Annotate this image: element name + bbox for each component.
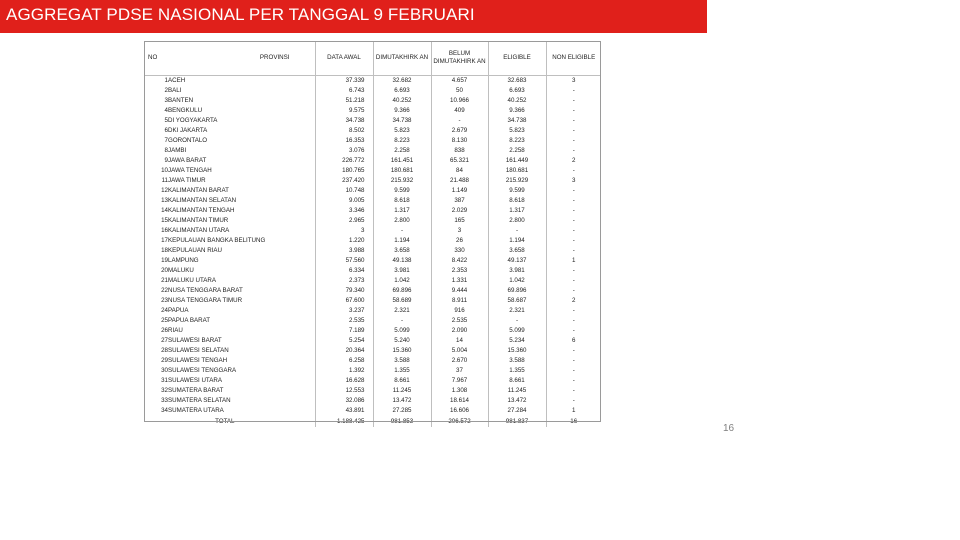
cell-belum-dimutakhirkan: 165: [431, 216, 488, 226]
cell-non-eligible: -: [546, 286, 601, 296]
cell-provinsi: JAWA TENGAH: [168, 167, 212, 174]
cell-data-awal: 6.258: [315, 356, 373, 366]
cell-eligible: 15.360: [488, 346, 546, 356]
cell-non-eligible: -: [546, 396, 601, 406]
cell-non-eligible: -: [546, 96, 601, 106]
cell-data-awal: 10.748: [315, 186, 373, 196]
header-eligible: ELIGIBLE: [488, 41, 546, 76]
cell-non-eligible: -: [546, 116, 601, 126]
cell-belum-dimutakhirkan: 838: [431, 146, 488, 156]
cell-data-awal: 1.220: [315, 236, 373, 246]
cell-belum-dimutakhirkan: 1.331: [431, 276, 488, 286]
cell-provinsi: GORONTALO: [168, 137, 208, 144]
cell-belum-dimutakhirkan: 2.029: [431, 206, 488, 216]
cell-eligible: 215.929: [488, 176, 546, 186]
cell-belum-dimutakhirkan: 18.614: [431, 396, 488, 406]
cell-non-eligible: -: [546, 206, 601, 216]
total-belum-dimutakhirkan: 206.572: [431, 416, 488, 427]
cell-non-eligible: -: [546, 226, 601, 236]
cell-provinsi: LAMPUNG: [168, 257, 199, 264]
cell-data-awal: 12.553: [315, 386, 373, 396]
cell-non-eligible: -: [546, 196, 601, 206]
cell-data-awal: 57.560: [315, 256, 373, 266]
cell-dimutakhirkan: 161.451: [373, 156, 431, 166]
cell-non-eligible: -: [546, 236, 601, 246]
cell-dimutakhirkan: 32.682: [373, 76, 431, 87]
table-row: [144, 96, 601, 106]
cell-non-eligible: -: [546, 306, 601, 316]
cell-non-eligible: -: [546, 106, 601, 116]
cell-no: 14: [161, 207, 168, 214]
table-header-row: [144, 41, 601, 76]
table-row: [144, 246, 601, 256]
cell-belum-dimutakhirkan: 387: [431, 196, 488, 206]
cell-non-eligible: -: [546, 86, 601, 96]
cell-data-awal: 9.005: [315, 196, 373, 206]
cell-no: 33: [161, 397, 168, 404]
cell-belum-dimutakhirkan: 9.444: [431, 286, 488, 296]
cell-no: 9: [164, 157, 168, 164]
cell-data-awal: 37.339: [315, 76, 373, 87]
cell-data-awal: 79.340: [315, 286, 373, 296]
cell-no: 17: [161, 237, 168, 244]
cell-non-eligible: -: [546, 376, 601, 386]
cell-no: 2: [164, 87, 168, 94]
table-row: [144, 156, 601, 166]
cell-dimutakhirkan: 5.099: [373, 326, 431, 336]
cell-dimutakhirkan: 8.223: [373, 136, 431, 146]
cell-belum-dimutakhirkan: 2.670: [431, 356, 488, 366]
header-provinsi: PROVINSI: [259, 54, 290, 61]
cell-provinsi: KALIMANTAN TIMUR: [168, 217, 229, 224]
cell-provinsi: BENGKULU: [168, 107, 203, 114]
cell-eligible: 34.738: [488, 116, 546, 126]
cell-belum-dimutakhirkan: 2.679: [431, 126, 488, 136]
cell-non-eligible: -: [546, 126, 601, 136]
cell-no: 30: [161, 367, 168, 374]
cell-provinsi: PAPUA: [168, 307, 189, 314]
cell-belum-dimutakhirkan: 8.130: [431, 136, 488, 146]
cell-provinsi: KEPULAUAN BANGKA BELITUNG: [168, 237, 266, 244]
cell-dimutakhirkan: 5.240: [373, 336, 431, 346]
cell-eligible: 8.661: [488, 376, 546, 386]
cell-eligible: 5.099: [488, 326, 546, 336]
cell-dimutakhirkan: 1.355: [373, 366, 431, 376]
cell-data-awal: 2.535: [315, 316, 373, 326]
cell-dimutakhirkan: 1.194: [373, 236, 431, 246]
cell-provinsi: SULAWESI TENGAH: [168, 357, 228, 364]
cell-data-awal: 67.600: [315, 296, 373, 306]
cell-data-awal: 2.965: [315, 216, 373, 226]
title-bar: [0, 0, 707, 33]
cell-eligible: 32.683: [488, 76, 546, 87]
cell-eligible: 2.258: [488, 146, 546, 156]
cell-provinsi: SUMATERA BARAT: [168, 387, 224, 394]
cell-non-eligible: 2: [546, 156, 601, 166]
cell-no: 7: [164, 137, 168, 144]
cell-belum-dimutakhirkan: 8.911: [431, 296, 488, 306]
cell-dimutakhirkan: 215.932: [373, 176, 431, 186]
cell-no: 13: [161, 197, 168, 204]
cell-data-awal: 180.765: [315, 166, 373, 176]
cell-dimutakhirkan: 6.693: [373, 86, 431, 96]
cell-provinsi: BALI: [168, 87, 182, 94]
total-data-awal: 1.188.425: [315, 416, 373, 427]
cell-dimutakhirkan: 180.681: [373, 166, 431, 176]
cell-data-awal: 32.086: [315, 396, 373, 406]
cell-no: 21: [161, 277, 168, 284]
table-row: [144, 226, 601, 236]
table-row: [144, 316, 601, 326]
cell-non-eligible: -: [546, 386, 601, 396]
cell-dimutakhirkan: 27.285: [373, 406, 431, 416]
table-row: [144, 186, 601, 196]
table-row: [144, 206, 601, 216]
cell-provinsi: SUMATERA SELATAN: [168, 397, 231, 404]
cell-no: 32: [161, 387, 168, 394]
cell-belum-dimutakhirkan: 21.488: [431, 176, 488, 186]
cell-no: 6: [164, 127, 168, 134]
cell-no: 3: [164, 97, 168, 104]
cell-non-eligible: 1: [546, 256, 601, 266]
table-row: [144, 126, 601, 136]
cell-eligible: 1.355: [488, 366, 546, 376]
header-belum-dimutakhirkan: BELUM DIMUTAKHIRK AN: [431, 41, 488, 76]
header-dimutakhirkan: DIMUTAKHIRK AN: [373, 41, 431, 76]
table-row: [144, 146, 601, 156]
table-row: [144, 196, 601, 206]
cell-provinsi: DKI JAKARTA: [168, 127, 208, 134]
cell-no: 28: [161, 347, 168, 354]
cell-dimutakhirkan: -: [373, 316, 431, 326]
cell-data-awal: 1.392: [315, 366, 373, 376]
cell-eligible: 5.234: [488, 336, 546, 346]
cell-non-eligible: -: [546, 146, 601, 156]
cell-belum-dimutakhirkan: 2.535: [431, 316, 488, 326]
cell-dimutakhirkan: 3.981: [373, 266, 431, 276]
cell-belum-dimutakhirkan: 8.422: [431, 256, 488, 266]
cell-eligible: 1.194: [488, 236, 546, 246]
page-title: AGGREGAT PDSE NASIONAL PER TANGGAL 9 FEBRUARI: [6, 5, 475, 24]
table-row: [144, 396, 601, 406]
cell-provinsi: DI YOGYAKARTA: [168, 117, 218, 124]
cell-belum-dimutakhirkan: -: [431, 116, 488, 126]
table-row: [144, 386, 601, 396]
cell-no: 12: [161, 187, 168, 194]
cell-provinsi: KALIMANTAN UTARA: [168, 227, 230, 234]
cell-belum-dimutakhirkan: 14: [431, 336, 488, 346]
table-row: [144, 276, 601, 286]
cell-no: 23: [161, 297, 168, 304]
spreadsheet-table: [144, 41, 601, 425]
header-data-awal: DATA AWAL: [315, 41, 373, 76]
cell-eligible: 13.472: [488, 396, 546, 406]
cell-provinsi: KALIMANTAN SELATAN: [168, 197, 237, 204]
page-number: 16: [723, 423, 735, 434]
cell-belum-dimutakhirkan: 330: [431, 246, 488, 256]
cell-eligible: -: [488, 316, 546, 326]
cell-eligible: 1.317: [488, 206, 546, 216]
cell-no: 26: [161, 327, 168, 334]
cell-belum-dimutakhirkan: 1.149: [431, 186, 488, 196]
cell-no: 5: [164, 117, 168, 124]
cell-dimutakhirkan: 2.321: [373, 306, 431, 316]
cell-non-eligible: -: [546, 316, 601, 326]
cell-dimutakhirkan: 13.472: [373, 396, 431, 406]
cell-belum-dimutakhirkan: 2.090: [431, 326, 488, 336]
cell-non-eligible: 1: [546, 406, 601, 416]
cell-provinsi: JAMBI: [168, 147, 187, 154]
cell-dimutakhirkan: 49.138: [373, 256, 431, 266]
cell-dimutakhirkan: 3.658: [373, 246, 431, 256]
cell-non-eligible: -: [546, 246, 601, 256]
total-eligible: 981.837: [488, 416, 546, 427]
cell-dimutakhirkan: 5.823: [373, 126, 431, 136]
cell-non-eligible: 2: [546, 296, 601, 306]
cell-dimutakhirkan: 2.258: [373, 146, 431, 156]
table-row: [144, 116, 601, 126]
cell-no: 18: [161, 247, 168, 254]
cell-non-eligible: -: [546, 266, 601, 276]
table-row: [144, 336, 601, 346]
cell-data-awal: 16.353: [315, 136, 373, 146]
cell-belum-dimutakhirkan: 916: [431, 306, 488, 316]
cell-non-eligible: -: [546, 366, 601, 376]
cell-data-awal: 3.076: [315, 146, 373, 156]
cell-dimutakhirkan: 15.360: [373, 346, 431, 356]
cell-no: 22: [161, 287, 168, 294]
cell-provinsi: ACEH: [168, 77, 186, 84]
cell-eligible: 161.449: [488, 156, 546, 166]
cell-belum-dimutakhirkan: 4.657: [431, 76, 488, 87]
cell-provinsi: BANTEN: [168, 97, 194, 104]
cell-belum-dimutakhirkan: 50: [431, 86, 488, 96]
total-no-cell: [144, 416, 168, 427]
cell-non-eligible: -: [546, 346, 601, 356]
cell-data-awal: 3: [315, 226, 373, 236]
cell-belum-dimutakhirkan: 3: [431, 226, 488, 236]
cell-non-eligible: -: [546, 186, 601, 196]
cell-provinsi: KEPULAUAN RIAU: [168, 247, 222, 254]
cell-belum-dimutakhirkan: 84: [431, 166, 488, 176]
cell-eligible: 8.223: [488, 136, 546, 146]
cell-dimutakhirkan: 1.317: [373, 206, 431, 216]
cell-data-awal: 5.254: [315, 336, 373, 346]
cell-provinsi: NUSA TENGGARA BARAT: [168, 287, 243, 294]
cell-eligible: 8.618: [488, 196, 546, 206]
header-non-eligible: NON ELIGIBLE: [546, 41, 601, 76]
table-row: [144, 356, 601, 366]
table-row: [144, 176, 601, 186]
cell-non-eligible: -: [546, 356, 601, 366]
cell-dimutakhirkan: 3.588: [373, 356, 431, 366]
cell-data-awal: 3.237: [315, 306, 373, 316]
cell-eligible: 3.981: [488, 266, 546, 276]
cell-provinsi: MALUKU: [168, 267, 194, 274]
cell-dimutakhirkan: 34.738: [373, 116, 431, 126]
cell-no: 25: [161, 317, 168, 324]
cell-provinsi: KALIMANTAN TENGAH: [168, 207, 235, 214]
table-row: [144, 326, 601, 336]
table-row: [144, 216, 601, 226]
cell-eligible: 1.042: [488, 276, 546, 286]
cell-non-eligible: 6: [546, 336, 601, 346]
cell-non-eligible: -: [546, 326, 601, 336]
cell-eligible: 3.588: [488, 356, 546, 366]
cell-no: 27: [161, 337, 168, 344]
cell-no: 31: [161, 377, 168, 384]
cell-data-awal: 34.738: [315, 116, 373, 126]
cell-dimutakhirkan: 9.599: [373, 186, 431, 196]
cell-provinsi: SULAWESI BARAT: [168, 337, 222, 344]
table-body: [144, 76, 601, 417]
cell-data-awal: 237.420: [315, 176, 373, 186]
cell-dimutakhirkan: 58.689: [373, 296, 431, 306]
cell-provinsi: MALUKU UTARA: [168, 277, 217, 284]
table-row: [144, 406, 601, 416]
table-row: [144, 346, 601, 356]
cell-provinsi: RIAU: [168, 327, 183, 334]
cell-dimutakhirkan: 8.661: [373, 376, 431, 386]
cell-belum-dimutakhirkan: 5.004: [431, 346, 488, 356]
cell-data-awal: 20.364: [315, 346, 373, 356]
cell-data-awal: 3.988: [315, 246, 373, 256]
cell-belum-dimutakhirkan: 65.321: [431, 156, 488, 166]
table-row: [144, 366, 601, 376]
table-row: [144, 256, 601, 266]
cell-eligible: 9.366: [488, 106, 546, 116]
cell-eligible: 2.800: [488, 216, 546, 226]
cell-no: 8: [164, 147, 168, 154]
cell-no: 15: [161, 217, 168, 224]
cell-provinsi: JAWA BARAT: [168, 157, 207, 164]
cell-dimutakhirkan: 8.618: [373, 196, 431, 206]
cell-provinsi: NUSA TENGGARA TIMUR: [168, 297, 243, 304]
cell-no: 29: [161, 357, 168, 364]
cell-belum-dimutakhirkan: 2.353: [431, 266, 488, 276]
cell-eligible: 2.321: [488, 306, 546, 316]
table-row: [144, 76, 601, 87]
cell-provinsi: SUMATERA UTARA: [168, 407, 224, 414]
cell-data-awal: 3.346: [315, 206, 373, 216]
total-dimutakhirkan: 981.853: [373, 416, 431, 427]
cell-no: 10: [161, 167, 168, 174]
cell-no: 19: [161, 257, 168, 264]
cell-data-awal: 226.772: [315, 156, 373, 166]
cell-non-eligible: -: [546, 136, 601, 146]
table-row: [144, 236, 601, 246]
header-no: NO: [148, 54, 158, 61]
table-row: [144, 306, 601, 316]
cell-data-awal: 7.189: [315, 326, 373, 336]
total-non-eligible: 16: [546, 416, 601, 427]
cell-belum-dimutakhirkan: 1.308: [431, 386, 488, 396]
cell-eligible: 3.658: [488, 246, 546, 256]
cell-belum-dimutakhirkan: 37: [431, 366, 488, 376]
cell-eligible: 9.599: [488, 186, 546, 196]
cell-no: 1: [164, 77, 168, 84]
cell-no: 20: [161, 267, 168, 274]
cell-eligible: 6.693: [488, 86, 546, 96]
cell-provinsi: PAPUA BARAT: [168, 317, 211, 324]
cell-provinsi: SULAWESI UTARA: [168, 377, 222, 384]
cell-non-eligible: 3: [546, 76, 601, 87]
cell-no: 24: [161, 307, 168, 314]
cell-eligible: 58.687: [488, 296, 546, 306]
cell-dimutakhirkan: 40.252: [373, 96, 431, 106]
cell-dimutakhirkan: 9.366: [373, 106, 431, 116]
total-row: [144, 416, 601, 427]
cell-eligible: -: [488, 226, 546, 236]
cell-no: 4: [164, 107, 168, 114]
cell-provinsi: SULAWESI TENGGARA: [168, 367, 237, 374]
cell-provinsi: JAWA TIMUR: [168, 177, 206, 184]
cell-eligible: 27.284: [488, 406, 546, 416]
table-row: [144, 376, 601, 386]
table-row: [144, 86, 601, 96]
cell-data-awal: 51.218: [315, 96, 373, 106]
cell-non-eligible: -: [546, 216, 601, 226]
cell-eligible: 49.137: [488, 256, 546, 266]
cell-dimutakhirkan: 69.896: [373, 286, 431, 296]
total-label: TOTAL: [215, 417, 235, 425]
cell-no: 11: [161, 177, 168, 184]
cell-belum-dimutakhirkan: 16.606: [431, 406, 488, 416]
cell-dimutakhirkan: 1.042: [373, 276, 431, 286]
cell-data-awal: 16.628: [315, 376, 373, 386]
cell-belum-dimutakhirkan: 7.967: [431, 376, 488, 386]
cell-dimutakhirkan: 11.245: [373, 386, 431, 396]
pdse-table: [144, 41, 601, 427]
cell-dimutakhirkan: -: [373, 226, 431, 236]
cell-belum-dimutakhirkan: 26: [431, 236, 488, 246]
table-row: [144, 106, 601, 116]
table-row: [144, 266, 601, 276]
cell-non-eligible: -: [546, 166, 601, 176]
cell-eligible: 180.681: [488, 166, 546, 176]
cell-data-awal: 6.334: [315, 266, 373, 276]
cell-data-awal: 8.502: [315, 126, 373, 136]
cell-data-awal: 9.575: [315, 106, 373, 116]
cell-dimutakhirkan: 2.800: [373, 216, 431, 226]
cell-data-awal: 43.891: [315, 406, 373, 416]
cell-eligible: 5.823: [488, 126, 546, 136]
table-row: [144, 136, 601, 146]
cell-non-eligible: 3: [546, 176, 601, 186]
table-row: [144, 296, 601, 306]
cell-eligible: 11.245: [488, 386, 546, 396]
cell-eligible: 40.252: [488, 96, 546, 106]
cell-belum-dimutakhirkan: 409: [431, 106, 488, 116]
cell-belum-dimutakhirkan: 10.966: [431, 96, 488, 106]
cell-provinsi: KALIMANTAN BARAT: [168, 187, 229, 194]
cell-no: 16: [161, 227, 168, 234]
cell-eligible: 69.896: [488, 286, 546, 296]
table-row: [144, 166, 601, 176]
cell-provinsi: SULAWESI SELATAN: [168, 347, 229, 354]
cell-no: 34: [161, 407, 168, 414]
cell-data-awal: 6.743: [315, 86, 373, 96]
table-row: [144, 286, 601, 296]
cell-data-awal: 2.373: [315, 276, 373, 286]
cell-non-eligible: -: [546, 276, 601, 286]
